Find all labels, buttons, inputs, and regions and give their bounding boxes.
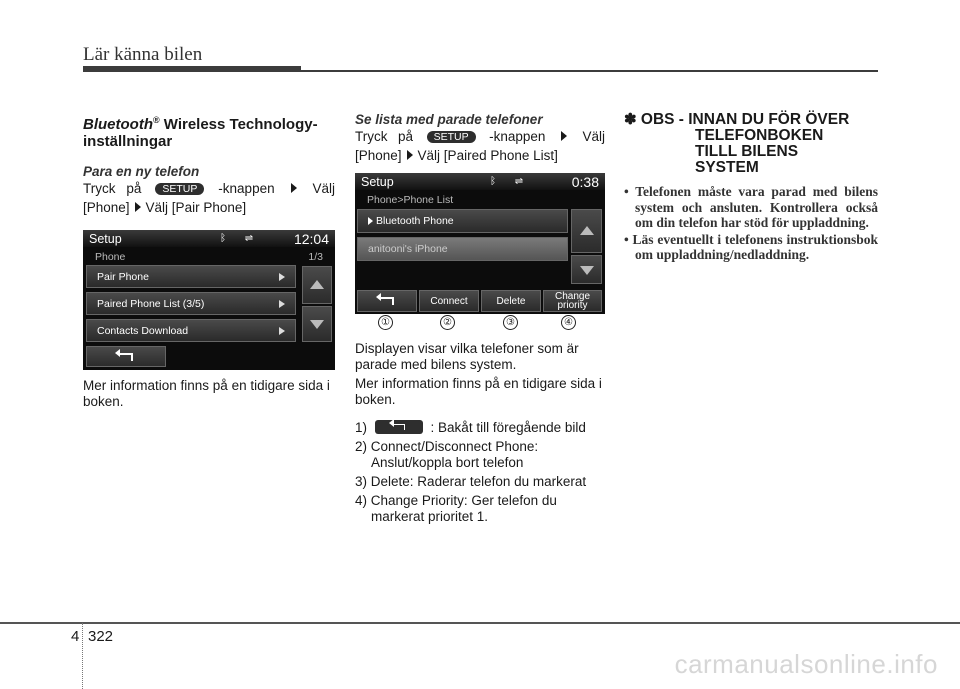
arrow-right-icon [291,183,297,193]
delete-button[interactable] [481,290,541,312]
page-number: 322 [88,628,114,645]
list-item-4 [355,493,605,525]
subheading-list: Se lista med parade telefoner [355,112,543,127]
screen-clock: 0:38 [571,173,599,190]
phone-item-iphone[interactable] [357,237,568,261]
paragraph-more-info: Mer information finns på en tidigare sida i boken. [83,378,330,409]
menu-label: Pair Phone [97,270,149,283]
callout-3: ③ [503,315,518,330]
back-arrow-icon [380,297,394,305]
callout-2: ② [440,315,455,330]
text-tryck: Tryck på [83,181,142,196]
screen-sub-left: Phone>Phone List [367,194,454,206]
column-right [624,112,878,264]
text-valj: Välj [312,181,335,196]
scroll-down-button[interactable] [302,306,332,342]
scroll-up-button[interactable] [571,209,602,253]
list-num: 3) [355,474,368,489]
list-num: 4) [355,493,368,508]
screen-phone-list [355,173,605,314]
arrow-right-icon [279,327,285,335]
back-button-icon [375,420,423,434]
list-text: Connect/Disconnect Phone: [370,439,539,454]
paragraph-more-info: Mer information finns på en tidigare sida i boken. [355,376,602,407]
instruction-line-2 [83,200,335,216]
list-text: Delete: Raderar telefon du markerat [370,474,587,489]
arrow-right-icon [279,300,285,308]
obs-title-line-2: TELEFONBOKEN [695,127,824,144]
menu-paired-list[interactable] [86,292,296,315]
obs-title-line-4: SYSTEM [695,159,759,176]
setup-key-badge: SETUP [155,183,204,195]
triangle-down-icon [310,320,324,329]
callout-numbers [355,315,605,333]
obs-heading [624,112,878,176]
connect-label: Connect [430,295,468,307]
screen-titlebar [355,173,605,190]
back-button[interactable] [357,290,417,312]
obs-title-line-3: TILLL BILENS [695,143,799,160]
delete-label: Delete [496,295,526,307]
text-tryck: Tryck på [355,129,414,144]
heading-bluetooth: Bluetooth [83,116,153,133]
list-item-3 [355,474,605,490]
text-knappen: -knappen [218,181,275,196]
screen-subtitle [83,247,335,263]
subheading-pair: Para en ny telefon [83,164,200,179]
footer-rule [0,622,960,624]
obs-bullets [624,184,878,263]
paragraph-display: Displayen visar vilka telefoner som är parade med bilens system. [355,341,579,372]
chapter-number: 4 [71,628,80,645]
screen-page-count: 1/3 [308,251,323,263]
arrow-right-icon [279,273,285,281]
triangle-up-icon [310,280,324,289]
arrow-right-icon [407,150,413,160]
setup-key-badge: SETUP [427,131,476,143]
screen-title: Setup [89,231,122,246]
phone-label: anitooni's iPhone [368,243,448,255]
triangle-up-icon [580,226,594,235]
instruction-line-1 [355,129,605,145]
column-left [83,112,335,413]
screen-clock: 12:04 [293,230,329,247]
list-cont: Anslut/koppla bort telefon [371,455,524,470]
bullet-2: • Läs eventuellt i telefonens instruktionsbok om uppladdning/nedladdning. [624,231,878,262]
instruction-line-1 [83,181,335,197]
bullet-1: • Telefonen måste vara parad med bilens system och ansluten. Kontrollera också om din telefon har stöd för uppladdning. [624,184,878,230]
connect-button[interactable] [419,290,479,312]
bluetooth-icon: ᛒ [220,232,226,244]
triangle-down-icon [580,266,594,275]
callout-4: ④ [561,315,576,330]
header-rule [301,70,878,72]
list-item-1 [355,420,605,436]
text-knappen: -knappen [489,129,546,144]
heading-registered: ® [152,115,160,125]
menu-label: Contacts Download [97,324,189,337]
text-pair-phone: Välj [Pair Phone] [145,200,247,215]
column-middle [355,112,605,528]
header-bar [83,66,301,72]
list-num: 1) [355,420,368,435]
text-phone: [Phone] [83,200,130,215]
phone-item-bluetooth[interactable] [357,209,568,233]
screen-sub-left: Phone [95,251,126,263]
instruction-line-2 [355,148,605,164]
usb-icon: ⇌ [514,175,524,187]
footer-divider [82,623,83,689]
list-num: 2) [355,439,368,454]
screen-phone-setup [83,230,335,370]
list-text: : Bakåt till föregående bild [430,420,586,435]
text-phone: [Phone] [355,148,402,163]
obs-title-line-1: OBS - INNAN DU FÖR ÖVER [640,111,850,128]
screen-subtitle [355,190,605,206]
bluetooth-icon: ᛒ [490,175,496,187]
list-item-2 [355,439,605,471]
phone-label: Bluetooth Phone [376,215,454,227]
back-arrow-icon [119,353,133,361]
text-valj: Välj [582,129,605,144]
arrow-right-icon [135,202,141,212]
callout-1: ① [378,315,393,330]
watermark: carmanualsonline.info [674,649,938,679]
star-icon: ✽ [624,111,637,128]
list-cont: markerat prioritet 1. [371,509,489,524]
menu-pair-phone[interactable] [86,265,296,288]
screen-title: Setup [361,174,394,189]
back-arrow-icon [393,424,405,430]
text-paired-list: Välj [Paired Phone List] [417,148,558,163]
heading-rest: Wireless Technology-inställningar [83,116,318,150]
change-priority-label: Change priority [554,291,591,311]
menu-label: Paired Phone List (3/5) [97,297,205,310]
arrow-right-icon [561,131,567,141]
list-text: Change Priority: Ger telefon du [370,493,557,508]
menu-contacts-download[interactable] [86,319,296,342]
page-header-title: Lär känna bilen [83,44,203,65]
scroll-down-button[interactable] [571,255,602,284]
scroll-up-button[interactable] [302,266,332,304]
change-priority-button[interactable] [543,290,602,312]
usb-icon: ⇌ [244,232,254,244]
arrow-right-icon [368,217,373,225]
screen-titlebar [83,230,335,247]
section-heading [83,112,335,150]
back-button[interactable] [86,346,166,367]
